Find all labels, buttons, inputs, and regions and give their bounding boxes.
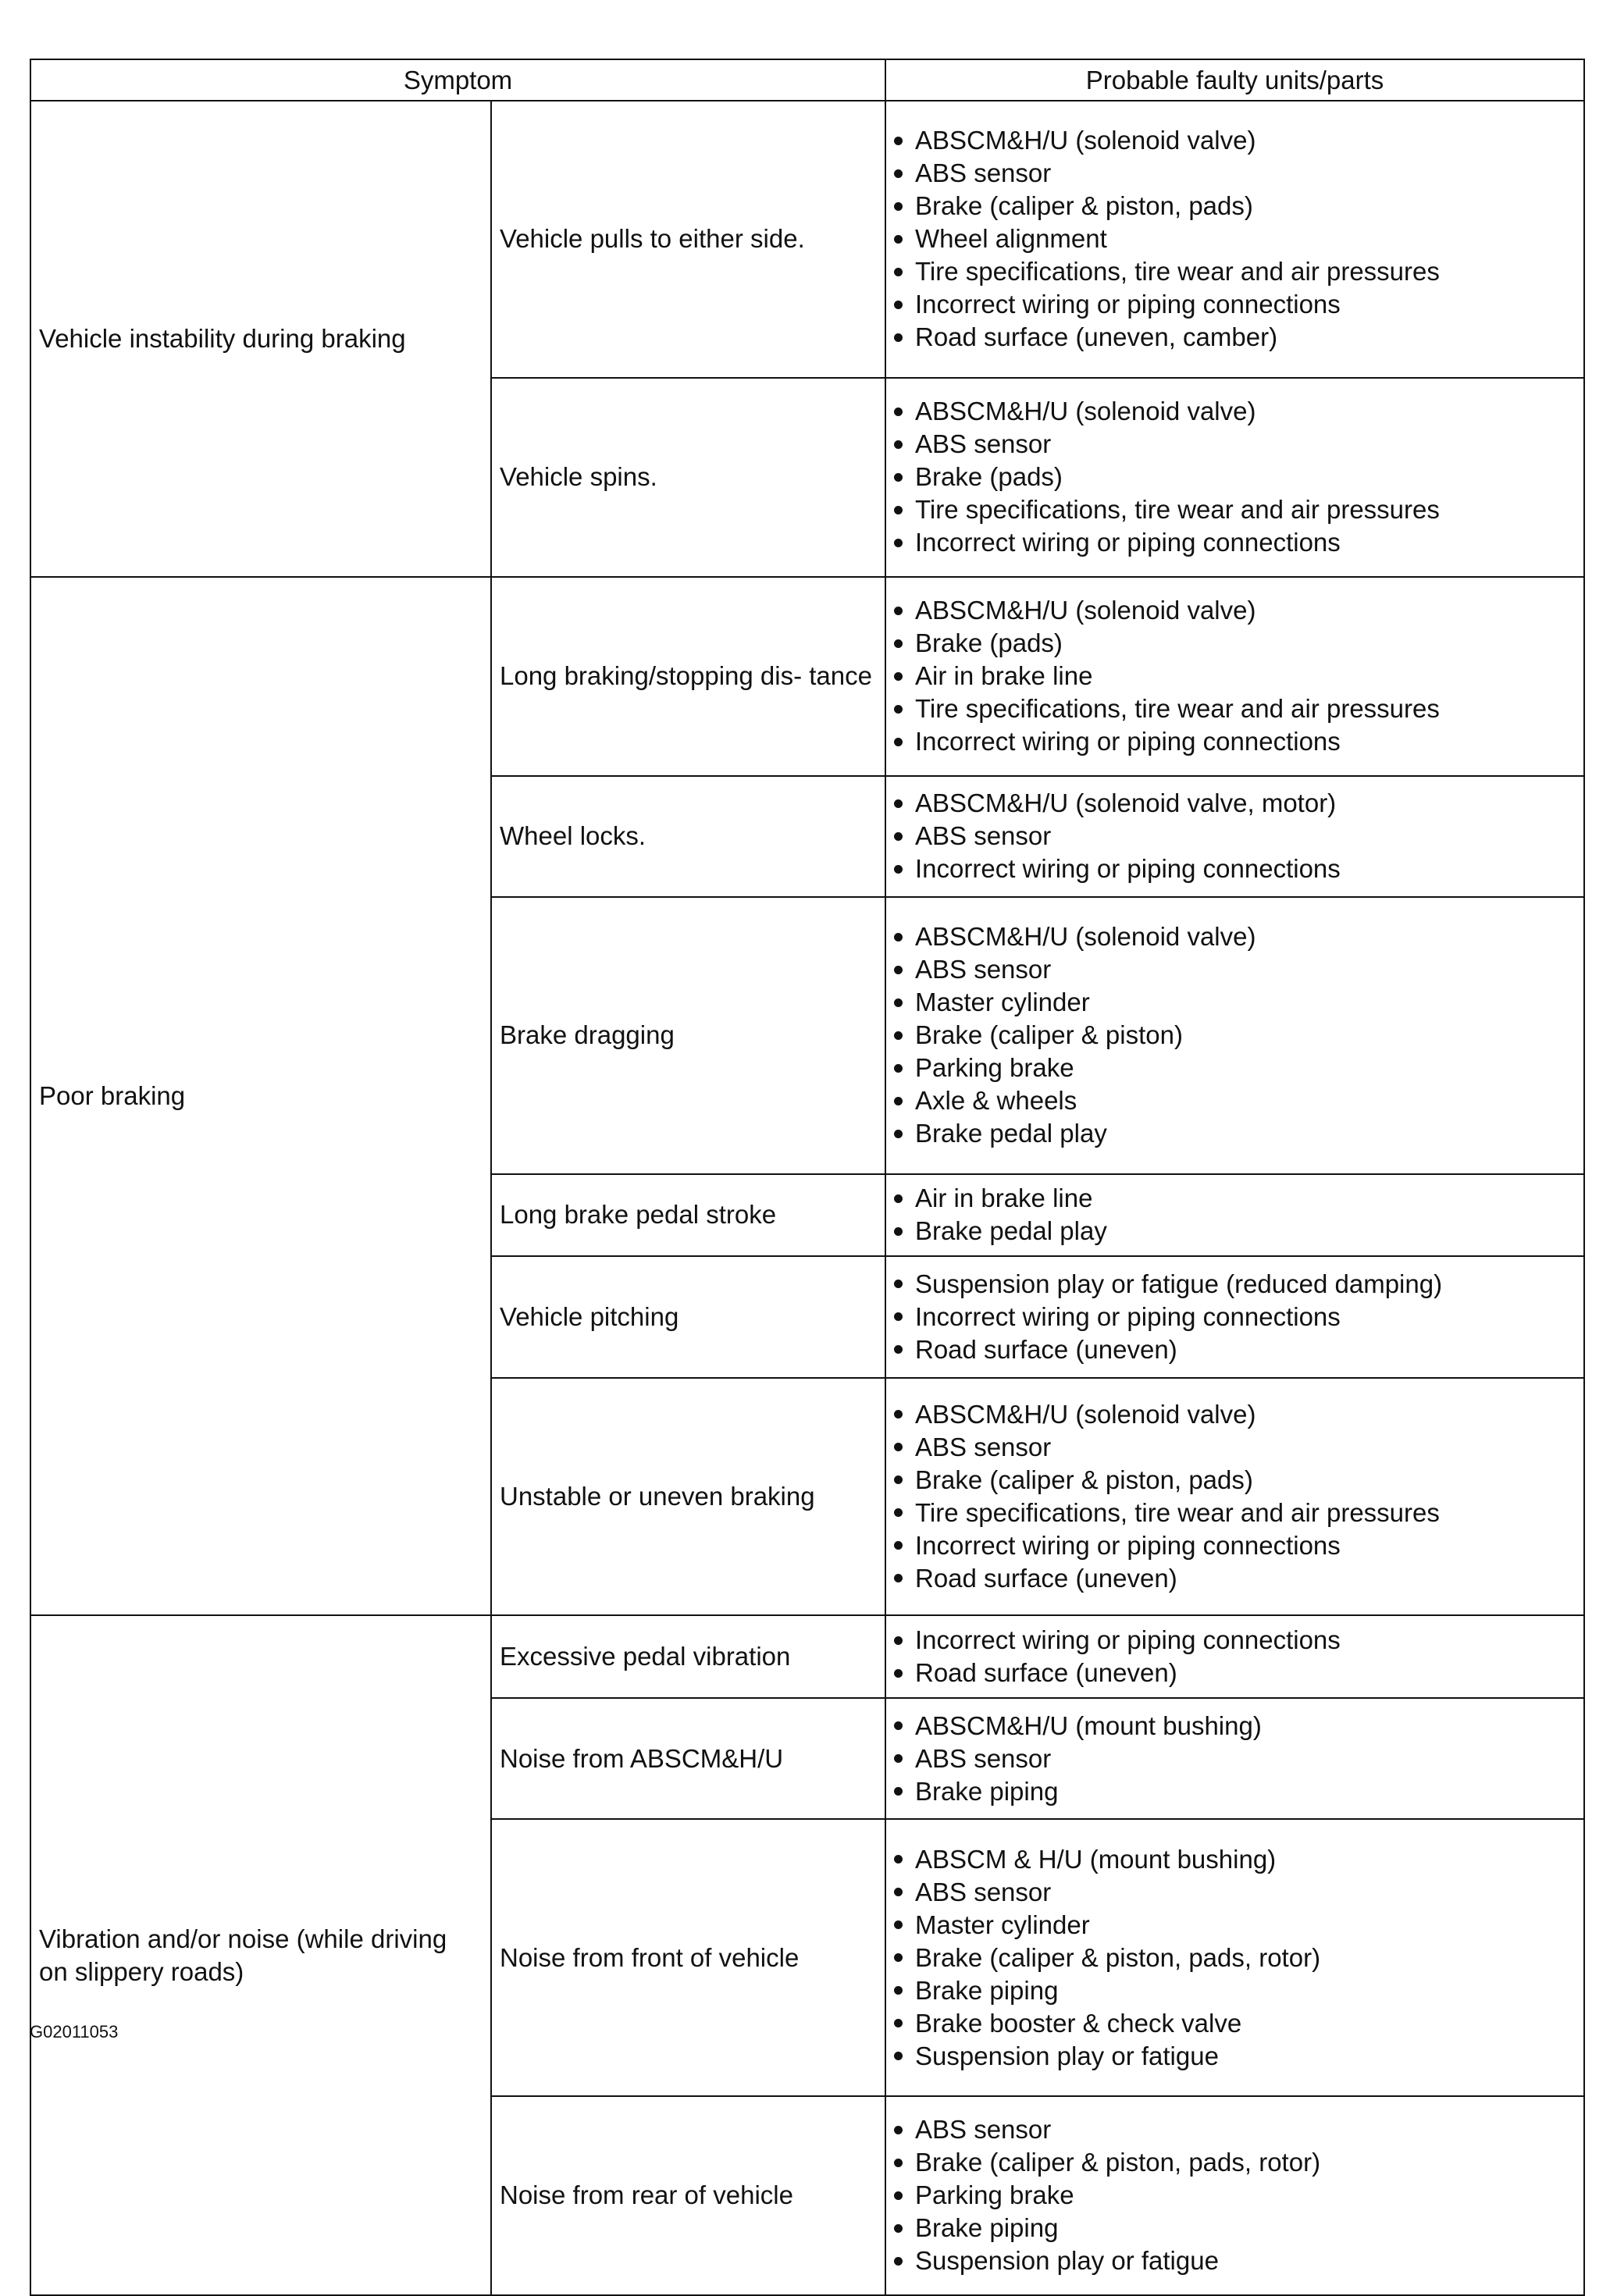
part-text: ABS sensor: [915, 1743, 1052, 1773]
part-text: Incorrect wiring or piping connections: [915, 1301, 1341, 1331]
list-item: [894, 1710, 1576, 1742]
list-item: [894, 1301, 1576, 1333]
bullet-icon: [894, 1541, 903, 1550]
symptom-detail: Long braking/stopping dis- tance: [491, 577, 885, 776]
symptom-detail: Brake dragging: [491, 897, 885, 1174]
part-text: Tire specifications, tire wear and air pressures: [915, 495, 1440, 525]
part-text: ABS sensor: [915, 2115, 1052, 2145]
list-item: [894, 1464, 1576, 1497]
bullet-icon: [894, 169, 903, 178]
part-text: ABS sensor: [915, 1432, 1052, 1461]
bullet-icon: [894, 1064, 903, 1073]
part-text: ABSCM&H/U (solenoid valve): [915, 1399, 1256, 1429]
bullet-icon: [894, 705, 903, 714]
figure-code: G02011053: [30, 2022, 119, 2041]
list-item: [894, 920, 1576, 953]
faulty-parts-cell: [885, 897, 1584, 1174]
list-item: [894, 1974, 1576, 2007]
part-text: Brake (pads): [915, 628, 1063, 658]
part-text: Master cylinder: [915, 1910, 1090, 1939]
bullet-icon: [894, 440, 903, 449]
part-text: Brake (caliper & piston, pads): [915, 191, 1253, 221]
list-item: [894, 1909, 1576, 1942]
bullet-icon: [894, 832, 903, 841]
table-row: [30, 577, 1584, 776]
bullet-icon: [894, 1508, 903, 1517]
part-text: Incorrect wiring or piping connections: [915, 290, 1341, 319]
table-body: [30, 101, 1584, 2295]
part-text: ABSCM&H/U (solenoid valve, motor): [915, 788, 1337, 818]
list-item: [894, 461, 1576, 493]
bullet-icon: [894, 966, 903, 974]
bullet-icon: [894, 1855, 903, 1863]
faulty-parts-list: [894, 395, 1576, 559]
table-row: [30, 101, 1584, 378]
faulty-parts-list: [894, 1710, 1576, 1808]
part-text: Parking brake: [915, 2180, 1074, 2210]
bullet-icon: [894, 1280, 903, 1288]
bullet-icon: [894, 506, 903, 514]
list-item: [894, 1942, 1576, 1974]
list-item: [894, 2244, 1576, 2277]
faulty-parts-list: [894, 124, 1576, 354]
part-text: Brake (caliper & piston, pads): [915, 1465, 1253, 1494]
bullet-icon: [894, 235, 903, 244]
list-item: [894, 321, 1576, 354]
part-text: ABSCM&H/U (solenoid valve): [915, 922, 1256, 952]
bullet-icon: [894, 408, 903, 416]
bullet-icon: [894, 2019, 903, 2027]
part-text: ABSCM & H/U (mount bushing): [915, 1844, 1277, 1874]
list-item: [894, 787, 1576, 820]
bullet-icon: [894, 865, 903, 874]
bullet-icon: [894, 202, 903, 211]
faulty-parts-list: [894, 920, 1576, 1150]
parts-header: Probable faulty units/parts: [885, 59, 1584, 101]
part-text: ABS sensor: [915, 429, 1052, 459]
faulty-parts-cell: [885, 378, 1584, 577]
bullet-icon: [894, 672, 903, 681]
faulty-parts-cell: [885, 1174, 1584, 1257]
faulty-parts-cell: [885, 577, 1584, 776]
list-item: [894, 2146, 1576, 2179]
bullet-icon: [894, 1574, 903, 1582]
part-text: ABSCM&H/U (solenoid valve): [915, 397, 1256, 426]
part-text: Road surface (uneven, camber): [915, 322, 1278, 352]
bullet-icon: [894, 607, 903, 615]
symptom-detail: Unstable or uneven braking: [491, 1378, 885, 1616]
part-text: Axle & wheels: [915, 1086, 1077, 1116]
symptom-detail: Vehicle pitching: [491, 1256, 885, 1377]
list-item: [894, 1742, 1576, 1775]
symptom-detail: Noise from rear of vehicle: [491, 2096, 885, 2295]
bullet-icon: [894, 268, 903, 276]
list-item: [894, 395, 1576, 428]
faulty-parts-list: [894, 787, 1576, 885]
part-text: Tire specifications, tire wear and air pressures: [915, 694, 1440, 724]
bullet-icon: [894, 1227, 903, 1236]
part-text: Brake pedal play: [915, 1119, 1107, 1148]
part-text: ABS sensor: [915, 158, 1052, 188]
list-item: [894, 428, 1576, 461]
faulty-parts-list: [894, 1398, 1576, 1595]
part-text: ABSCM&H/U (solenoid valve): [915, 126, 1256, 155]
list-item: [894, 2179, 1576, 2212]
troubleshooting-table: [30, 59, 1585, 2296]
bullet-icon: [894, 1888, 903, 1896]
faulty-parts-list: [894, 594, 1576, 758]
bullet-icon: [894, 1097, 903, 1105]
part-text: Tire specifications, tire wear and air pressures: [915, 1497, 1440, 1527]
list-item: [894, 1019, 1576, 1052]
part-text: Brake (caliper & piston, pads, rotor): [915, 1942, 1321, 1972]
bullet-icon: [894, 1787, 903, 1796]
bullet-icon: [894, 2159, 903, 2167]
part-text: Road surface (uneven): [915, 1334, 1177, 1364]
bullet-icon: [894, 2224, 903, 2233]
part-text: Tire specifications, tire wear and air pressures: [915, 257, 1440, 287]
list-item: [894, 157, 1576, 190]
list-item: [894, 2212, 1576, 2244]
list-item: [894, 1398, 1576, 1431]
bullet-icon: [894, 137, 903, 145]
bullet-icon: [894, 1986, 903, 1995]
list-item: [894, 853, 1576, 885]
symptom-category: Vehicle instability during braking: [30, 101, 491, 577]
part-text: Road surface (uneven): [915, 1563, 1177, 1593]
bullet-icon: [894, 1130, 903, 1138]
part-text: Brake piping: [915, 1975, 1059, 2005]
table-row: [30, 1615, 1584, 1698]
faulty-parts-cell: [885, 1378, 1584, 1616]
bullet-icon: [894, 1953, 903, 1962]
bullet-icon: [894, 2052, 903, 2060]
list-item: [894, 1529, 1576, 1562]
bullet-icon: [894, 1636, 903, 1645]
list-item: [894, 1497, 1576, 1529]
part-text: ABSCM&H/U (solenoid valve): [915, 596, 1256, 625]
faulty-parts-cell: [885, 776, 1584, 897]
bullet-icon: [894, 1754, 903, 1763]
bullet-icon: [894, 1443, 903, 1451]
faulty-parts-cell: [885, 1698, 1584, 1819]
faulty-parts-cell: [885, 2096, 1584, 2295]
symptom-category: Poor braking: [30, 577, 491, 1616]
list-item: [894, 1333, 1576, 1366]
bullet-icon: [894, 998, 903, 1007]
bullet-icon: [894, 1721, 903, 1730]
bullet-icon: [894, 539, 903, 547]
list-item: [894, 594, 1576, 627]
faulty-parts-cell: [885, 1819, 1584, 2096]
bullet-icon: [894, 333, 903, 342]
symptom-detail: Noise from ABSCM&H/U: [491, 1698, 885, 1819]
part-text: Suspension play or fatigue (reduced damping): [915, 1269, 1443, 1298]
list-item: [894, 1843, 1576, 1876]
list-item: [894, 2040, 1576, 2073]
symptom-detail: Long brake pedal stroke: [491, 1174, 885, 1257]
part-text: Air in brake line: [915, 661, 1093, 691]
list-item: [894, 1876, 1576, 1909]
part-text: Brake (caliper & piston): [915, 1020, 1183, 1050]
list-item: [894, 1182, 1576, 1215]
symptom-header: Symptom: [30, 59, 885, 101]
header-row: [30, 59, 1584, 101]
list-item: [894, 1052, 1576, 1084]
part-text: Brake booster & check valve: [915, 2008, 1242, 2038]
bullet-icon: [894, 933, 903, 942]
symptom-detail: Excessive pedal vibration: [491, 1615, 885, 1698]
faulty-parts-list: [894, 1624, 1576, 1689]
list-item: [894, 1215, 1576, 1248]
part-text: Parking brake: [915, 1053, 1074, 1083]
bullet-icon: [894, 639, 903, 648]
bullet-icon: [894, 1410, 903, 1419]
list-item: [894, 1775, 1576, 1808]
part-text: Wheel alignment: [915, 224, 1107, 254]
list-item: [894, 1657, 1576, 1689]
list-item: [894, 692, 1576, 725]
part-text: Master cylinder: [915, 988, 1090, 1017]
list-item: [894, 820, 1576, 853]
part-text: Brake piping: [915, 1776, 1059, 1806]
faulty-parts-cell: [885, 1615, 1584, 1698]
part-text: Suspension play or fatigue: [915, 2041, 1219, 2070]
bullet-icon: [894, 1345, 903, 1354]
part-text: Road surface (uneven): [915, 1658, 1177, 1688]
bullet-icon: [894, 1312, 903, 1321]
list-item: [894, 2007, 1576, 2040]
list-item: [894, 1084, 1576, 1117]
list-item: [894, 526, 1576, 559]
list-item: [894, 660, 1576, 692]
part-text: Incorrect wiring or piping connections: [915, 727, 1341, 756]
faulty-parts-list: [894, 1182, 1576, 1248]
list-item: [894, 1117, 1576, 1150]
faulty-parts-list: [894, 1268, 1576, 1366]
bullet-icon: [894, 2191, 903, 2200]
list-item: [894, 986, 1576, 1019]
bullet-icon: [894, 738, 903, 746]
part-text: Suspension play or fatigue: [915, 2246, 1219, 2276]
bullet-icon: [894, 1194, 903, 1203]
part-text: Brake pedal play: [915, 1216, 1107, 1246]
list-item: [894, 725, 1576, 758]
bullet-icon: [894, 1920, 903, 1929]
part-text: Incorrect wiring or piping connections: [915, 1625, 1341, 1655]
bullet-icon: [894, 799, 903, 808]
part-text: ABS sensor: [915, 955, 1052, 984]
symptom-detail: Wheel locks.: [491, 776, 885, 897]
list-item: [894, 1268, 1576, 1301]
bullet-icon: [894, 473, 903, 482]
symptom-detail: Vehicle pulls to either side.: [491, 101, 885, 378]
list-item: [894, 2113, 1576, 2146]
list-item: [894, 953, 1576, 986]
bullet-icon: [894, 2126, 903, 2134]
faulty-parts-list: [894, 1843, 1576, 2073]
part-text: Air in brake line: [915, 1184, 1093, 1213]
list-item: [894, 222, 1576, 255]
faulty-parts-cell: [885, 1256, 1584, 1377]
part-text: Brake (pads): [915, 462, 1063, 492]
bullet-icon: [894, 1031, 903, 1040]
part-text: ABS sensor: [915, 1877, 1052, 1906]
list-item: [894, 1431, 1576, 1464]
list-item: [894, 1624, 1576, 1657]
list-item: [894, 190, 1576, 222]
part-text: Brake piping: [915, 2213, 1059, 2243]
list-item: [894, 288, 1576, 321]
symptom-detail: Noise from front of vehicle: [491, 1819, 885, 2096]
part-text: Brake (caliper & piston, pads, rotor): [915, 2148, 1321, 2177]
part-text: ABS sensor: [915, 821, 1052, 851]
faulty-parts-cell: [885, 101, 1584, 378]
bullet-icon: [894, 1475, 903, 1484]
bullet-icon: [894, 301, 903, 309]
list-item: [894, 124, 1576, 157]
list-item: [894, 1562, 1576, 1595]
part-text: Incorrect wiring or piping connections: [915, 1530, 1341, 1560]
list-item: [894, 255, 1576, 288]
part-text: Incorrect wiring or piping connections: [915, 854, 1341, 884]
part-text: Incorrect wiring or piping connections: [915, 528, 1341, 557]
bullet-icon: [894, 1669, 903, 1678]
symptom-category: Vibration and/or noise (while driving on slippery roads): [30, 1615, 491, 2295]
symptom-detail: Vehicle spins.: [491, 378, 885, 577]
list-item: [894, 493, 1576, 526]
list-item: [894, 627, 1576, 660]
faulty-parts-list: [894, 2113, 1576, 2277]
bullet-icon: [894, 2257, 903, 2266]
part-text: ABSCM&H/U (mount bushing): [915, 1710, 1262, 1740]
